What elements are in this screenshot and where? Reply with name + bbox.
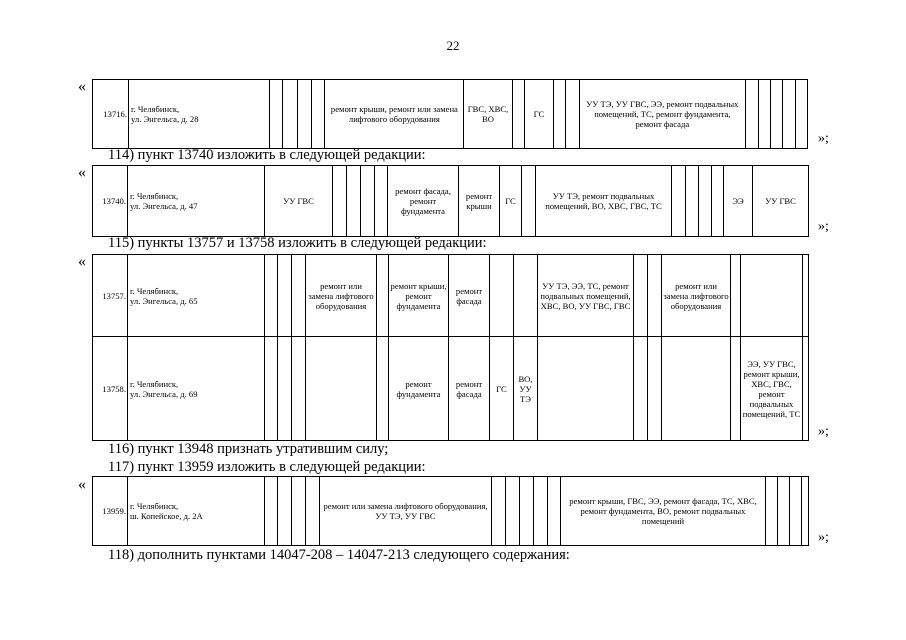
address-street: ул. Энгельса, д. 47 xyxy=(130,201,198,211)
table-row xyxy=(93,255,809,337)
cell-works-list: УУ ТЭ, УУ ГВС, ЭЭ, ремонт подвальных помещений, ТС, ремонт фундамента, ремонт фасада xyxy=(579,80,746,149)
cell-gs: ГС xyxy=(490,337,514,441)
quote-open: « xyxy=(78,78,86,95)
address-cell xyxy=(128,477,265,546)
cell-gs: ГС xyxy=(500,166,522,237)
row-number: 13740. xyxy=(93,166,128,237)
empty-cell xyxy=(333,166,347,237)
cell-works: ремонт крыши, ремонт или замена лифтового оборудования xyxy=(325,80,464,149)
cell-gs: ГС xyxy=(525,80,554,149)
cell-fund: ремонт фундамента xyxy=(389,337,449,441)
cell-uugvs2: УУ ГВС xyxy=(753,166,809,237)
empty-cell xyxy=(278,255,292,337)
empty-cell xyxy=(520,477,534,546)
empty-cell xyxy=(534,477,548,546)
empty-cell xyxy=(538,337,634,441)
empty-cell xyxy=(377,337,389,441)
empty-cell xyxy=(802,477,809,546)
empty-cell xyxy=(686,166,699,237)
cell-lift: ремонт или замена лифтового оборудования, УУ ТЭ, УУ ГВС xyxy=(320,477,492,546)
empty-cell xyxy=(648,255,662,337)
cell-uugvs: УУ ГВС xyxy=(265,166,333,237)
empty-cell xyxy=(672,166,686,237)
empty-cell xyxy=(634,255,648,337)
empty-cell xyxy=(278,477,292,546)
empty-cell xyxy=(790,477,802,546)
empty-cell xyxy=(269,80,282,149)
empty-cell xyxy=(306,337,377,441)
address-street: ул. Энгельса, д. 28 xyxy=(131,114,199,124)
empty-cell xyxy=(553,80,565,149)
address-city: г. Челябинск, xyxy=(130,285,179,296)
empty-cell xyxy=(375,166,388,237)
address-cell xyxy=(128,166,265,237)
cell-lift: ремонт или замена лифтового оборудования xyxy=(306,255,377,337)
empty-cell xyxy=(361,166,375,237)
cell-works-list: ремонт крыши, ГВС, ЭЭ, ремонт фасада, ТС, ХВС, ремонт фундамента, ВО, ремонт подвальных помещений xyxy=(561,477,766,546)
cell-utilities: ГВС, ХВС, ВО xyxy=(464,80,512,149)
empty-cell xyxy=(662,337,731,441)
empty-cell xyxy=(803,255,809,337)
quote-close: »; xyxy=(818,530,829,545)
empty-cell xyxy=(377,255,389,337)
empty-cell xyxy=(770,80,782,149)
address-cell xyxy=(128,337,265,441)
table-13740 xyxy=(92,165,809,237)
row-number: 13959. xyxy=(93,477,128,546)
address-cell xyxy=(128,255,265,337)
empty-cell xyxy=(312,80,325,149)
empty-cell xyxy=(712,166,724,237)
empty-cell xyxy=(746,80,758,149)
cell-works-list: УУ ТЭ, ЭЭ, ТС, ремонт подвальных помещений, ХВС, ВО, УУ ГВС, ГВС xyxy=(538,255,634,337)
empty-cell xyxy=(278,337,292,441)
table-13716 xyxy=(92,79,808,149)
cell-roof-fund: ремонт крыши, ремонт фундамента xyxy=(389,255,449,337)
empty-cell xyxy=(514,255,538,337)
empty-cell xyxy=(490,255,514,337)
empty-cell xyxy=(292,255,306,337)
table-row xyxy=(93,80,808,149)
empty-cell xyxy=(758,80,770,149)
table-13757-13758 xyxy=(92,254,809,441)
paragraph-114: 114) пункт 13740 изложить в следующей редакции: xyxy=(108,147,426,163)
empty-cell xyxy=(778,477,790,546)
empty-cell xyxy=(512,80,524,149)
cell-works-list: ЭЭ, УУ ГВС, ремонт крыши, ХВС, ГВС, ремонт подвальных помещений, ТС xyxy=(741,337,803,441)
address-city: г. Челябинск, xyxy=(130,378,179,389)
quote-open: « xyxy=(78,164,86,181)
cell-facade: ремонт фасада xyxy=(449,337,490,441)
page-number: 22 xyxy=(446,38,460,53)
empty-cell xyxy=(731,255,741,337)
empty-cell xyxy=(731,337,741,441)
empty-cell xyxy=(306,477,320,546)
empty-cell xyxy=(766,477,778,546)
empty-cell xyxy=(283,80,297,149)
empty-cell xyxy=(506,477,520,546)
row-number: 13758. xyxy=(93,337,128,441)
address-city: г. Челябинск, xyxy=(130,501,179,511)
address-street: ул. Энгельса, д. 69 xyxy=(130,388,198,399)
paragraph-116: 116) пункт 13948 признать утратившим силу; xyxy=(108,441,389,457)
address-street: ул. Энгельса, д. 65 xyxy=(130,295,198,306)
cell-lift2: ремонт или замена лифтового оборудования xyxy=(662,255,731,337)
empty-cell xyxy=(265,337,278,441)
empty-cell xyxy=(265,477,278,546)
row-number: 13716. xyxy=(93,80,129,149)
empty-cell xyxy=(548,477,561,546)
quote-close: »; xyxy=(818,131,829,146)
quote-close: »; xyxy=(818,424,829,439)
paragraph-115: 115) пункты 13757 и 13758 изложить в следующей редакции: xyxy=(108,235,487,251)
empty-cell xyxy=(634,337,648,441)
cell-works: ремонт фасада, ремонт фундамента xyxy=(388,166,459,237)
address-city: г. Челябинск, xyxy=(131,104,180,114)
address-city: г. Челябинск, xyxy=(130,191,179,201)
empty-cell xyxy=(522,166,536,237)
row-number: 13757. xyxy=(93,255,128,337)
table-row xyxy=(93,337,809,441)
address-cell xyxy=(129,80,270,149)
empty-cell xyxy=(783,80,795,149)
table-13959 xyxy=(92,476,809,546)
cell-roof: ремонт крыши xyxy=(459,166,500,237)
paragraph-117: 117) пункт 13959 изложить в следующей редакции: xyxy=(108,459,426,475)
empty-cell xyxy=(795,80,807,149)
empty-cell xyxy=(566,80,579,149)
empty-cell xyxy=(699,166,712,237)
empty-cell xyxy=(347,166,361,237)
cell-ee: ЭЭ xyxy=(724,166,753,237)
empty-cell xyxy=(292,337,306,441)
table-row xyxy=(93,477,809,546)
address-street: ш. Копейское, д. 2А xyxy=(130,511,203,521)
empty-cell xyxy=(492,477,506,546)
quote-open: « xyxy=(78,253,86,270)
cell-vo: ВО, УУ ТЭ xyxy=(514,337,538,441)
empty-cell xyxy=(265,255,278,337)
empty-cell xyxy=(297,80,311,149)
empty-cell xyxy=(292,477,306,546)
cell-works-list: УУ ТЭ, ремонт подвальных помещений, ВО, ХВС, ГВС, ТС xyxy=(536,166,672,237)
table-row xyxy=(93,166,809,237)
cell-facade: ремонт фасада xyxy=(449,255,490,337)
empty-cell xyxy=(648,337,662,441)
paragraph-118: 118) дополнить пунктами 14047-208 – 14047-213 следующего содержания: xyxy=(108,547,570,563)
empty-cell xyxy=(741,255,803,337)
empty-cell xyxy=(803,337,809,441)
quote-close: »; xyxy=(818,219,829,234)
quote-open: « xyxy=(78,476,86,493)
